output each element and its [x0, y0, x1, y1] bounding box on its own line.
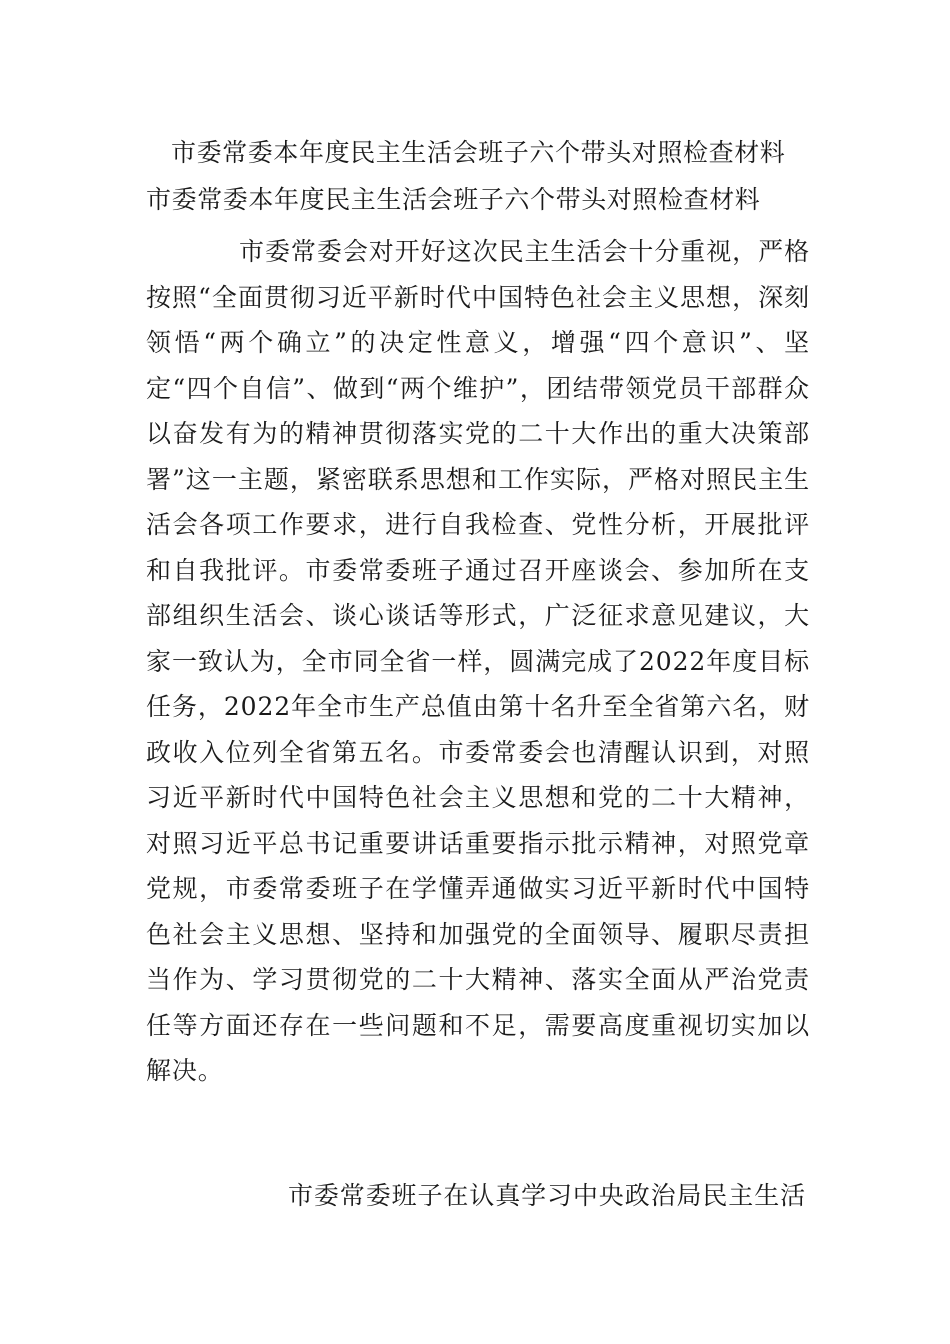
body-paragraph-intro: 市委常委会对开好这次民主生活会十分重视，严格按照“全面贯彻习近平新时代中国特色社会主义思想，深刻领悟“两个确立”的决定性意义，增强“四个意识”、坚定“四个自信”、做到“两个维护”，团结带领党员干部群众以奋发有为的精神贯彻落实党的二十大作出的重大决策部署”这一主题，紧密联系思想和工作实际，严格对照民主生活会各项工作要求，进行自我检查、党性分析，开展批评和自我批评。市委常委班子通过召开座谈会、参加所在支部组织生活会、谈心谈话等形式，广泛征求意见建议，大家一致认为，全市同全省一样，圆满完成了2022年度目标任务，2022年全市生产总值由第十名升至全省第六名，财政收入位列全省第五名。市委常委会也清醒认识到，对照习近平新时代中国特色社会主义思想和党的二十大精神，对照习近平总书记重要讲话重要指示批示精神，对照党章党规，市委常委班子在学懂弄通做实习近平新时代中国特色社会主义思想、坚持和加强党的全面领导、履职尽责担当作为、学习贯彻党的二十大精神、落实全面从严治党责任等方面还存在一些问题和不足，需要高度重视切实加以解决。: [146, 237, 810, 1085]
body-paragraph-continued: 市委常委班子在认真学习中央政治局民主生活: [288, 1181, 807, 1210]
document-title: 市委常委本年度民主生活会班子六个带头对照检查材料: [171, 138, 786, 167]
document-subtitle: 市委常委本年度民主生活会班子六个带头对照检查材料: [146, 185, 761, 214]
